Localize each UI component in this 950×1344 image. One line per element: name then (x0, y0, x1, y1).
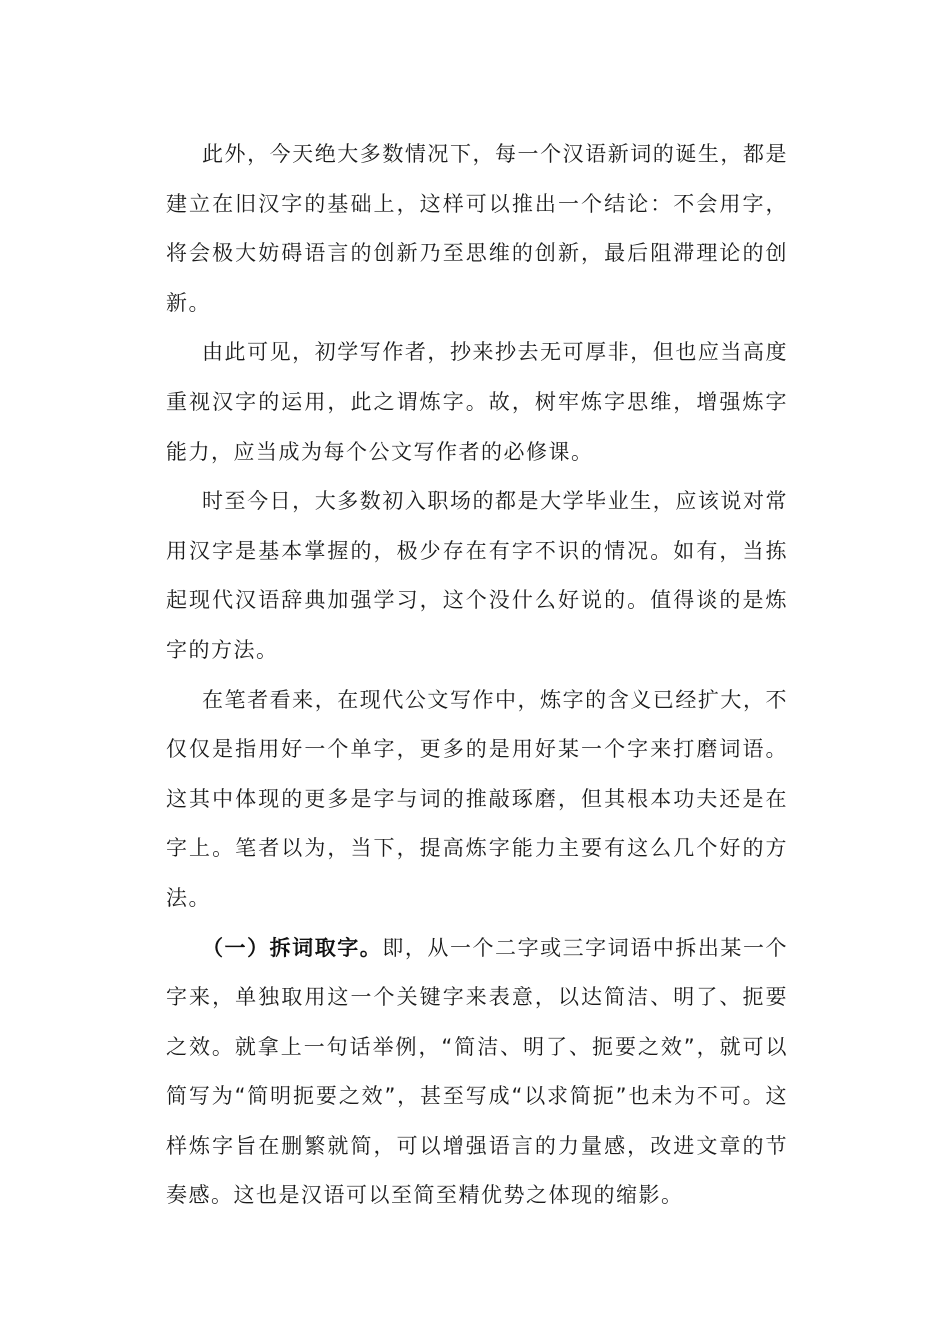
paragraph-2-text: 由此可见，初学写作者，抄来抄去无可厚非，但也应当高度重视汉字的运用，此之谓炼字。故，树牢炼字思维，增强炼字能力，应当成为每个公文写作者的必修课。 (166, 340, 788, 464)
paragraph-1-text: 此外，今天绝大多数情况下，每一个汉语新词的诞生，都是建立在旧汉字的基础上，这样可以推出一个结论：不会用字，将会极大妨碍语言的创新乃至思维的创新，最后阻滞理论的创新。 (166, 142, 788, 315)
paragraph-2 (166, 328, 788, 477)
paragraph-3 (166, 477, 788, 675)
paragraph-5 (166, 924, 788, 1222)
paragraph-1 (166, 130, 788, 328)
body-text (166, 130, 788, 1221)
paragraph-4-text: 在笔者看来，在现代公文写作中，炼字的含义已经扩大，不仅仅是指用好一个单字，更多的是用好某一个字来打磨词语。这其中体现的更多是字与词的推敲琢磨，但其根本功夫还是在字上。笔者以为，当下，提高炼字能力主要有这么几个好的方法。 (166, 687, 788, 910)
paragraph-5-text: 即，从一个二字或三字词语中拆出某一个字来，单独取用这一个关键字来表意，以达简洁、明了、扼要之效。就拿上一句话举例，“简洁、明了、扼要之效”，就可以简写为“简明扼要之效”，甚至写成“以求简扼”也未为不可。这样炼字旨在删繁就简，可以增强语言的力量感，改进文章的节奏感。这也是汉语可以至简至精优势之体现的缩影。 (166, 935, 789, 1208)
paragraph-3-text: 时至今日，大多数初入职场的都是大学毕业生，应该说对常用汉字是基本掌握的，极少存在有字不识的情况。如有，当拣起现代汉语辞典加强学习，这个没什么好说的。值得谈的是炼字的方法。 (166, 489, 788, 662)
paragraph-4 (166, 676, 788, 924)
paragraph-5-heading: （一）拆词取字。 (202, 935, 383, 960)
